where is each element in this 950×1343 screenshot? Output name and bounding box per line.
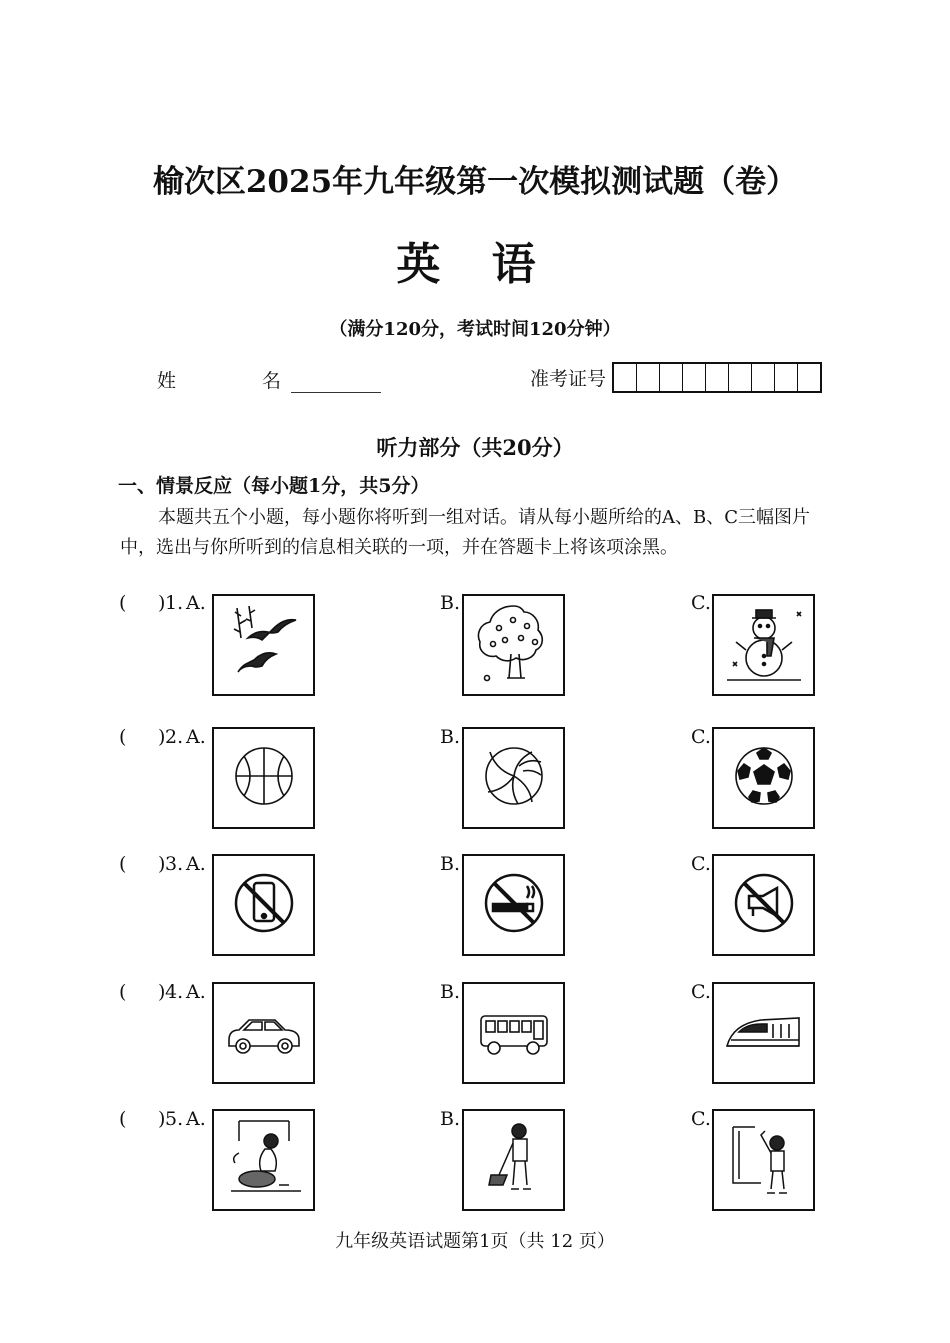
option-picture[interactable]	[462, 1109, 565, 1211]
no-smoking-icon	[469, 858, 559, 952]
option-label: A.	[186, 1108, 206, 1130]
exam-id-box[interactable]	[637, 364, 660, 391]
bus-icon	[469, 986, 559, 1080]
answer-paren-close: )	[158, 853, 166, 875]
option-label: C.	[691, 726, 711, 748]
option-label: B.	[440, 726, 461, 748]
option-picture[interactable]	[212, 727, 315, 829]
boy-washing-clothes-icon	[219, 1113, 309, 1207]
exam-id-box[interactable]	[798, 364, 820, 391]
apple-tree-icon	[469, 598, 559, 692]
exam-title: 榆次区2025年九年级第一次模拟测试题（卷）	[152, 164, 798, 200]
question-number: 4.	[165, 981, 184, 1003]
soccer-ball-icon	[719, 731, 809, 825]
option-picture[interactable]	[212, 1109, 315, 1211]
exam-id-box[interactable]	[614, 364, 637, 391]
option-label: A.	[186, 981, 206, 1003]
option-picture[interactable]	[712, 982, 815, 1084]
question-number: 2.	[165, 726, 184, 748]
option-picture[interactable]	[462, 594, 565, 696]
question-number: 3.	[165, 853, 184, 875]
option-picture[interactable]	[212, 854, 315, 956]
name-label: 姓 名	[157, 370, 322, 392]
listening-section-title: 听力部分（共20分）	[376, 435, 574, 460]
exam-id-box[interactable]	[660, 364, 683, 391]
exam-id-box[interactable]	[706, 364, 729, 391]
option-picture[interactable]	[212, 982, 315, 1084]
answer-paren-close: )	[158, 592, 166, 614]
volleyball-icon	[469, 731, 559, 825]
car-icon	[219, 986, 309, 1080]
answer-paren-open[interactable]: (	[119, 726, 127, 748]
option-picture[interactable]	[212, 594, 315, 696]
answer-paren-close: )	[158, 726, 166, 748]
option-label: B.	[440, 981, 461, 1003]
option-label: C.	[691, 1108, 711, 1130]
option-label: B.	[440, 1108, 461, 1130]
answer-paren-open[interactable]: (	[119, 853, 127, 875]
option-picture[interactable]	[712, 854, 815, 956]
answer-paren-open[interactable]: (	[119, 981, 127, 1003]
score-note: （满分120分，考试时间120分钟）	[329, 319, 621, 340]
exam-id-boxes[interactable]	[612, 362, 822, 393]
option-label: C.	[691, 853, 711, 875]
spring-birds-icon	[219, 598, 309, 692]
option-picture[interactable]	[712, 594, 815, 696]
option-picture[interactable]	[712, 727, 815, 829]
exam-id-box[interactable]	[729, 364, 752, 391]
high-speed-train-icon	[719, 986, 809, 1080]
option-label: B.	[440, 592, 461, 614]
option-label: A.	[186, 592, 206, 614]
exam-id-box[interactable]	[752, 364, 775, 391]
option-picture[interactable]	[462, 982, 565, 1084]
option-picture[interactable]	[462, 727, 565, 829]
option-label: C.	[691, 981, 711, 1003]
name-field	[157, 366, 381, 393]
exam-id-label: 准考证号	[530, 368, 607, 390]
question-number: 5.	[165, 1108, 184, 1130]
exam-id-box[interactable]	[775, 364, 798, 391]
snowman-icon	[719, 598, 809, 692]
boy-sweeping-icon	[469, 1113, 559, 1207]
exam-id-field	[530, 362, 822, 393]
boy-cleaning-window-icon	[719, 1113, 809, 1207]
subject-title: 英 语	[396, 239, 554, 290]
part-heading: 一、情景反应（每小题1分，共5分）	[118, 475, 430, 497]
no-honking-icon	[719, 858, 809, 952]
answer-paren-close: )	[158, 981, 166, 1003]
option-label: B.	[440, 853, 461, 875]
instructions: 本题共五个小题，每小题你将听到一组对话。请从每小题所给的A、B、C三幅图片中，选出与你所听到的信息相关联的一项，并在答题卡上将该项涂黑。	[120, 507, 810, 558]
option-picture[interactable]	[462, 854, 565, 956]
option-picture[interactable]	[712, 1109, 815, 1211]
exam-id-box[interactable]	[683, 364, 706, 391]
name-line[interactable]	[291, 374, 381, 393]
answer-paren-open[interactable]: (	[119, 592, 127, 614]
option-label: A.	[186, 853, 206, 875]
answer-paren-open[interactable]: (	[119, 1108, 127, 1130]
option-label: C.	[691, 592, 711, 614]
option-label: A.	[186, 726, 206, 748]
no-phone-icon	[219, 858, 309, 952]
answer-paren-close: )	[158, 1108, 166, 1130]
page-footer: 九年级英语试题第1页（共 12 页）	[335, 1231, 615, 1252]
basketball-icon	[219, 731, 309, 825]
question-number: 1.	[165, 592, 184, 614]
